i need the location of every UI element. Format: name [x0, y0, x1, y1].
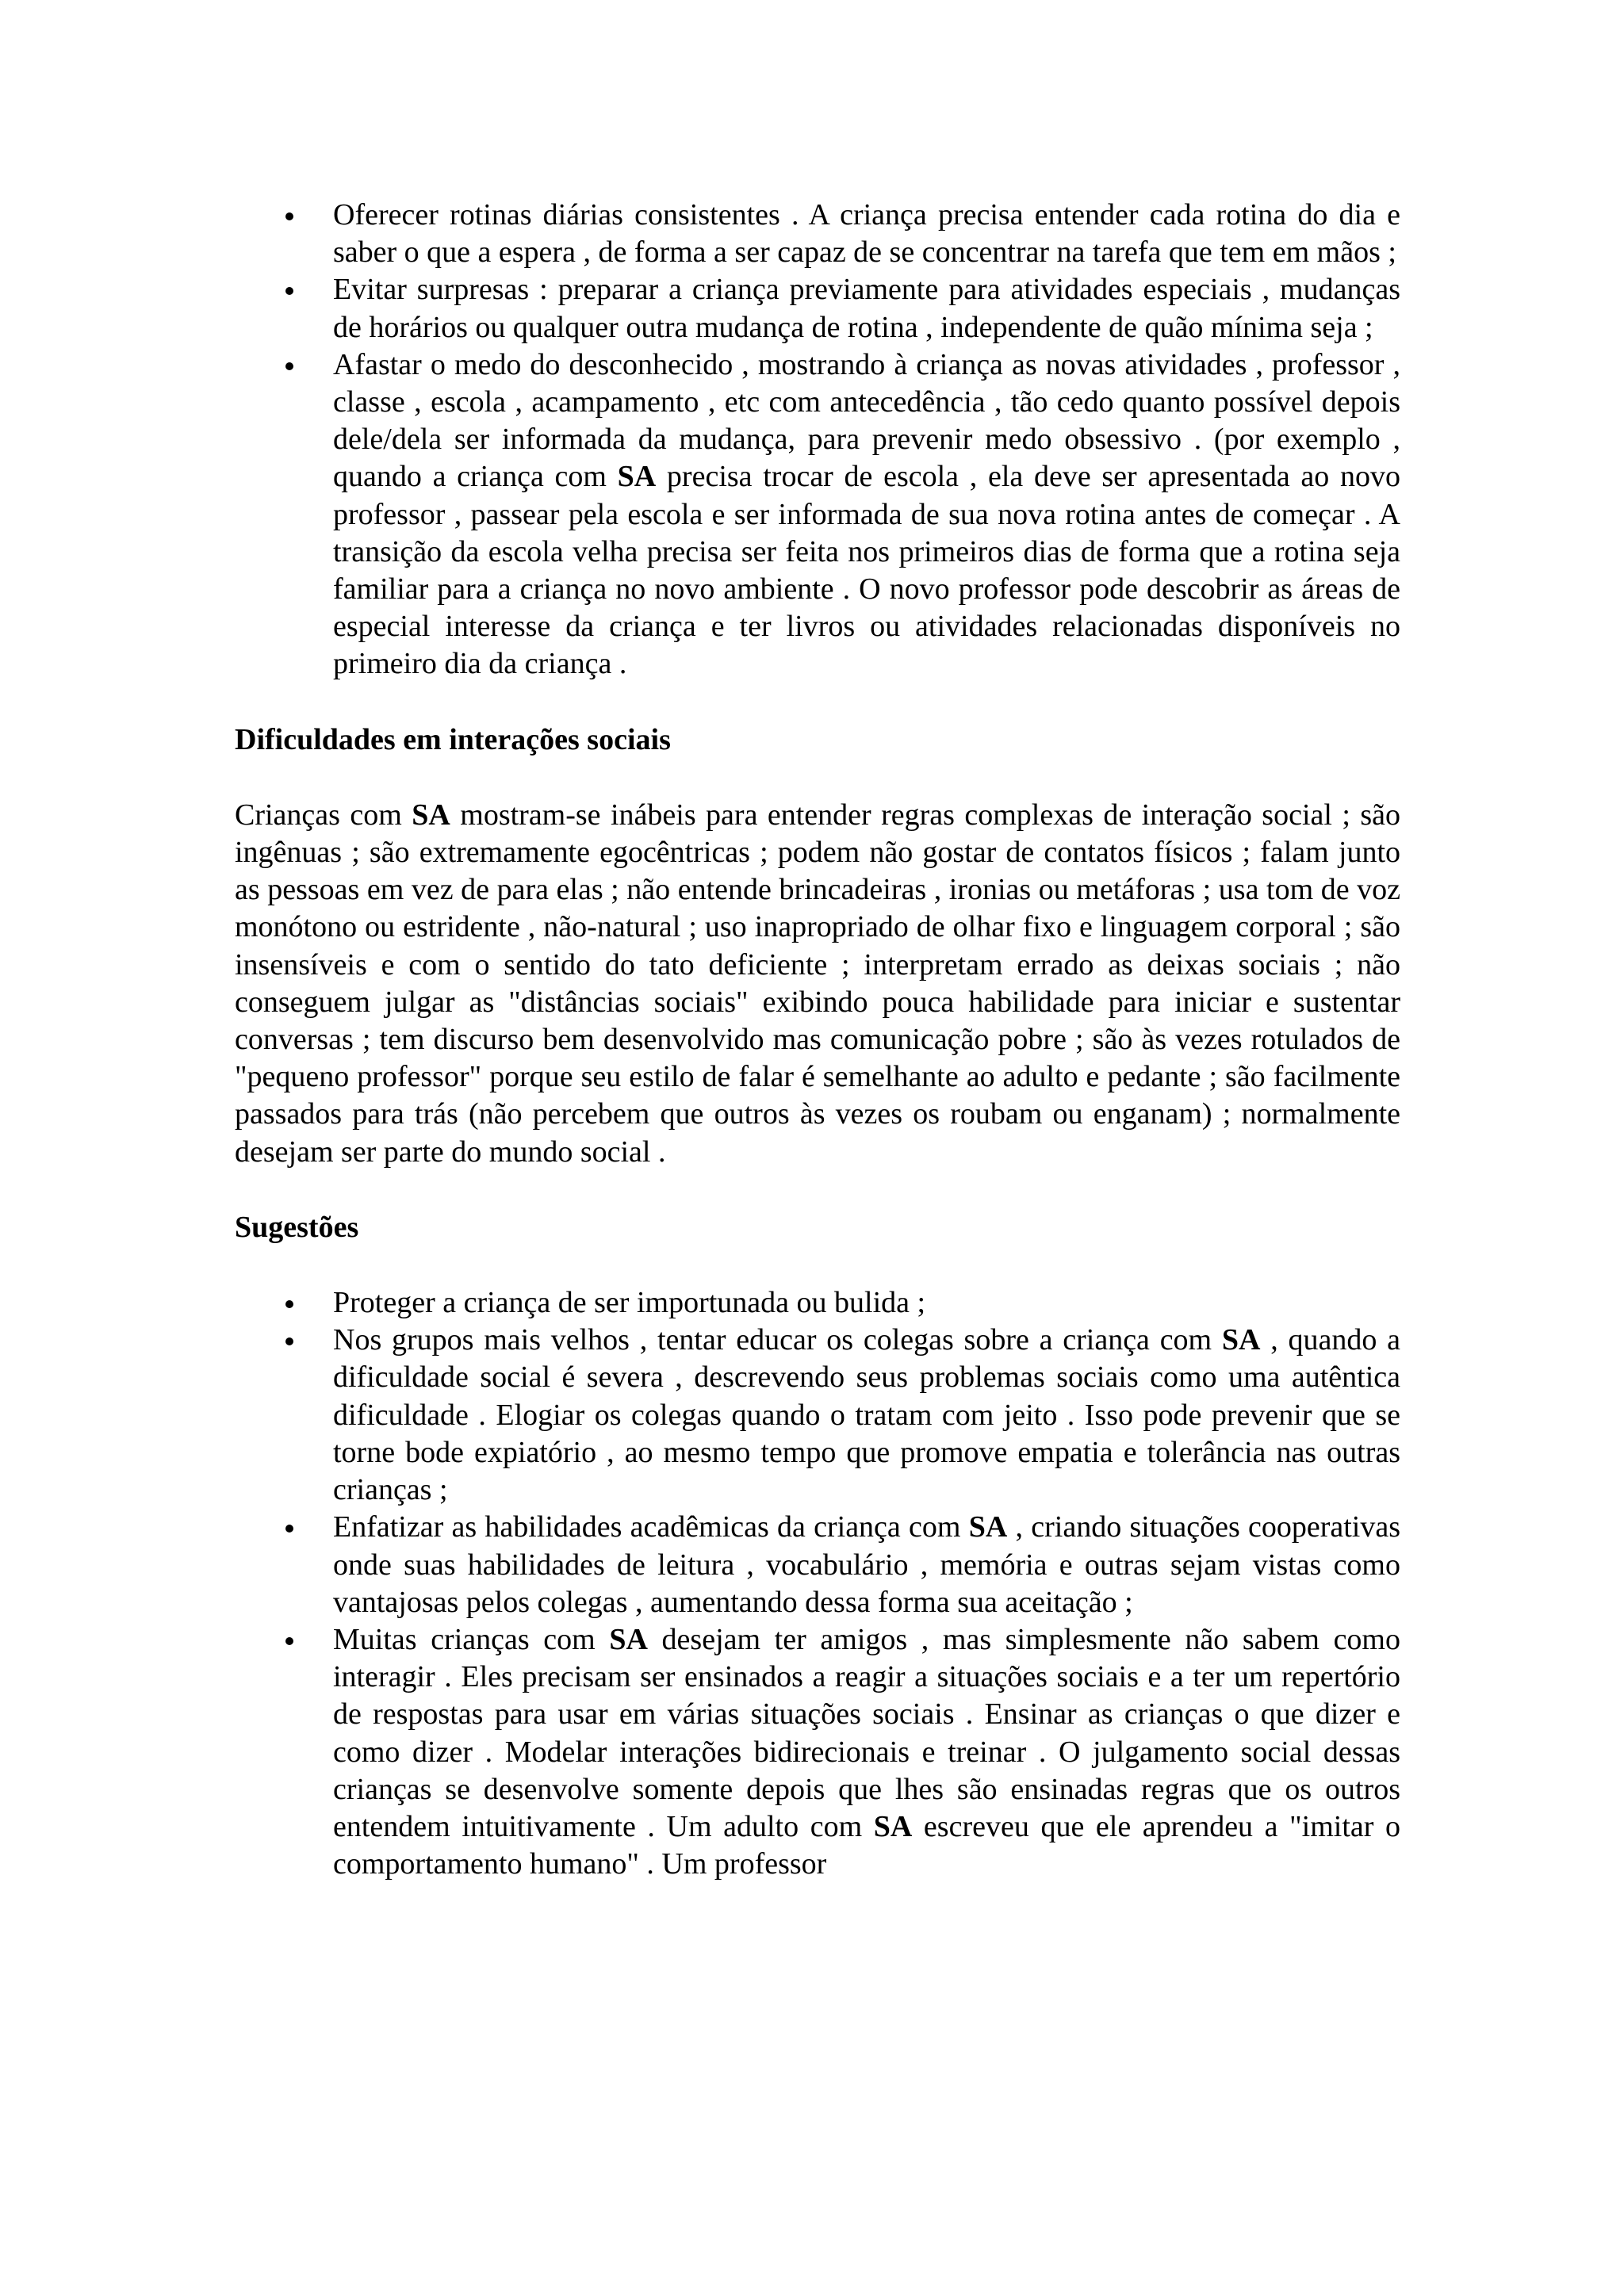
- social-suggestions-list: [235, 1284, 1400, 1883]
- bullet-icon: [285, 1525, 293, 1533]
- bold-abbreviation: SA: [968, 1510, 1008, 1544]
- bullet-icon: [285, 212, 293, 220]
- list-item-text: Enfatizar as habilidades acadêmicas da criança com: [333, 1510, 969, 1544]
- list-item: [235, 346, 1400, 683]
- list-item-text: , criando situações cooperativas onde suas habilidades de leitura , vocabulário , memória e outras sejam vistas como vantajosas pelos colegas , aumentando dessa forma sua aceitação ;: [333, 1510, 1400, 1619]
- bullet-icon: [285, 362, 293, 370]
- bullet-icon: [285, 1300, 293, 1308]
- paragraph-text: mostram-se inábeis para entender regras complexas de interação social ; são ingênuas ; são extremamente egocêntricas ; podem não gostar de contatos físicos ; falam junto as pessoas em vez de para elas ; não entende brincadeiras , ironias ou metáforas ; usa tom de voz monótono ou estridente , não-natural ; uso inapropriado de olhar fixo e linguagem corporal ; são insensíveis e com o sentido do tato deficiente ; interpretam errado as deixas sociais ; não conseguem julgar as "distâncias sociais" exibindo pouca habilidade para iniciar e sustentar conversas ; tem discurso bem desenvolvido mas comunicação pobre ; são às vezes rotulados de "pequeno professor" porque seu estilo de falar é semelhante ao adulto e pedante ; são facilmente passados para trás (não percebem que outros às vezes os roubam ou enganam) ; normalmente desejam ser parte do mundo social .: [235, 798, 1401, 1169]
- bullet-icon: [285, 1637, 293, 1645]
- section-heading: Sugestões: [235, 1210, 359, 1244]
- document-page: [235, 197, 1400, 1883]
- bold-abbreviation: SA: [617, 460, 657, 494]
- bold-abbreviation: SA: [609, 1622, 648, 1656]
- list-item: [235, 1322, 1400, 1509]
- list-item-text: Muitas crianças com: [333, 1622, 610, 1656]
- list-item: [235, 197, 1400, 271]
- list-item-text: Proteger a criança de ser importunada ou bulida ;: [333, 1286, 926, 1320]
- paragraph-text: Crianças com: [235, 798, 412, 832]
- list-item-text: desejam ter amigos , mas simplesmente não sabem como interagir . Eles precisam ser ensinados a reagir a situações sociais e a ter um repertório de respostas para usar em várias situações sociais . Ensinar as crianças o que dizer e como dizer . Modelar interações bidirecionais e treinar . O julgamento social dessas crianças se desenvolve somente depois que lhes são ensinadas regras que os outros entendem intuitivamente . Um adulto com: [333, 1622, 1400, 1843]
- list-item-text: precisa trocar de escola , ela deve ser apresentada ao novo professor , passear pela escola e ser informada de sua nova rotina antes de começar . A transição da escola velha precisa ser feita nos primeiros dias de forma que a rotina seja familiar para a criança no novo ambiente . O novo professor pode descobrir as áreas de especial interesse da criança e ter livros ou atividades relacionadas disponíveis no primeiro dia da criança .: [333, 460, 1400, 681]
- list-item-text: Evitar surpresas : preparar a criança previamente para atividades especiais , mudanças de horários ou qualquer outra mudança de rotina , independente de quão mínima seja ;: [333, 273, 1400, 344]
- bold-abbreviation: SA: [1221, 1323, 1261, 1357]
- list-item: [235, 1284, 1400, 1322]
- list-item: [235, 1509, 1400, 1621]
- list-item-text: Oferecer rotinas diárias consistentes . A criança precisa entender cada rotina do dia e saber o que a espera , de forma a ser capaz de se concentrar na tarefa que tem em mãos ;: [333, 198, 1400, 270]
- bold-abbreviation: SA: [412, 798, 450, 832]
- list-item-text: Afastar o medo do desconhecido , mostrando à criança as novas atividades , professor , classe , escola , acampamento , etc com antecedência , tão cedo quanto possível depois dele/dela ser informada da mudança, para prevenir medo obsessivo . (por exemplo , quando a criança com: [333, 347, 1400, 494]
- bullet-icon: [285, 287, 293, 295]
- list-item: [235, 271, 1400, 346]
- routine-suggestions-list: [235, 197, 1400, 683]
- list-item-text: , quando a dificuldade social é severa , descrevendo seus problemas sociais como uma autêntica dificuldade . Elogiar os colegas quando o tratam com jeito . Isso pode prevenir que se torne bode expiatório , ao mesmo tempo que promove empatia e tolerância nas outras crianças ;: [333, 1323, 1401, 1507]
- list-item-text: escreveu que ele aprendeu a "imitar o comportamento humano" . Um professor: [333, 1809, 1400, 1881]
- section-heading: Dificuldades em interações sociais: [235, 722, 671, 756]
- bullet-icon: [285, 1337, 293, 1345]
- bold-abbreviation: SA: [873, 1809, 913, 1843]
- list-item-text: Nos grupos mais velhos , tentar educar os colegas sobre a criança com: [333, 1323, 1222, 1357]
- list-item: [235, 1621, 1400, 1883]
- body-paragraph: [235, 797, 1400, 1171]
